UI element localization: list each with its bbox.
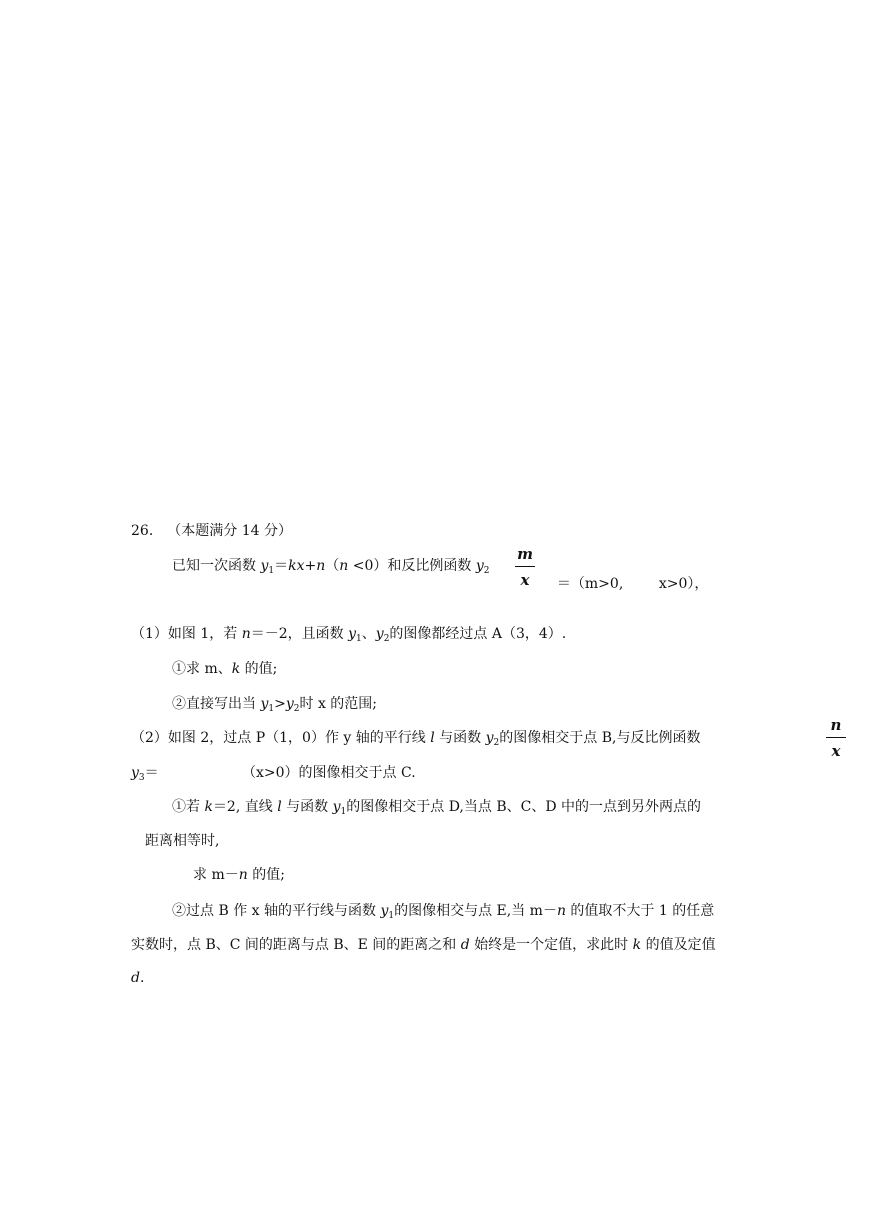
part1-question-2: ②直接写出当 $y_1>y_2$时 x 的范围;: [172, 696, 378, 714]
fraction-n-over-x: [826, 715, 846, 761]
fraction-denominator: x: [520, 571, 530, 589]
part1-statement: （1）如图 1，若 n＝－2，且函数 $y_1$、$y_2$的图像都经过点 A（3，4）.: [131, 626, 567, 644]
problem-score-note: （本题满分 14 分）: [167, 523, 292, 539]
part2-y3-line: $y_3=$: [131, 765, 159, 783]
problem-header: [131, 522, 292, 540]
problem-intro: 已知一次函数 $y_1=kx+n(n <0)$和反比例函数 $y_2$: [172, 558, 490, 576]
fraction-bar: [515, 566, 535, 567]
part2-question-2: ②过点 B 作 x 轴的平行线与函数 $y_1$的图像相交与点 E,当 m－n 的值取不大于 1 的任意: [172, 903, 715, 921]
fraction-m-over-x: [515, 544, 535, 590]
part2-question-1-cont: 距离相等时,: [145, 833, 220, 849]
intro-tail: ＝（m>0, x>0），: [556, 576, 709, 592]
part2-question-2-end: d.: [131, 970, 145, 986]
part2-statement: （2）如图 2，过点 P（1，0）作 y 轴的平行线 l 与函数 $y_2$的图像相交于点 B,与反比例函数: [131, 730, 701, 748]
fraction-numerator: n: [830, 716, 842, 734]
part2-question-2-cont: 实数时，点 B、C 间的距离与点 B、E 间的距离之和 d 始终是一个定值，求此时 k 的值及定值: [131, 937, 716, 953]
part1-question-1: ①求 m、k 的值;: [172, 661, 278, 677]
part2-question-1: ①若 k＝2, 直线 l 与函数 $y_1$的图像相交于点 D,当点 B、C、D 中的一点到另外两点的: [172, 799, 701, 817]
part2-question-1-ask: 求 m－n 的值;: [193, 867, 285, 883]
part2-y3-tail: （x>0）的图像相交于点 C.: [242, 765, 416, 781]
fraction-denominator: x: [831, 742, 841, 760]
problem-number: 26．: [131, 523, 163, 539]
fraction-bar: [826, 737, 846, 738]
fraction-numerator: m: [517, 545, 533, 563]
